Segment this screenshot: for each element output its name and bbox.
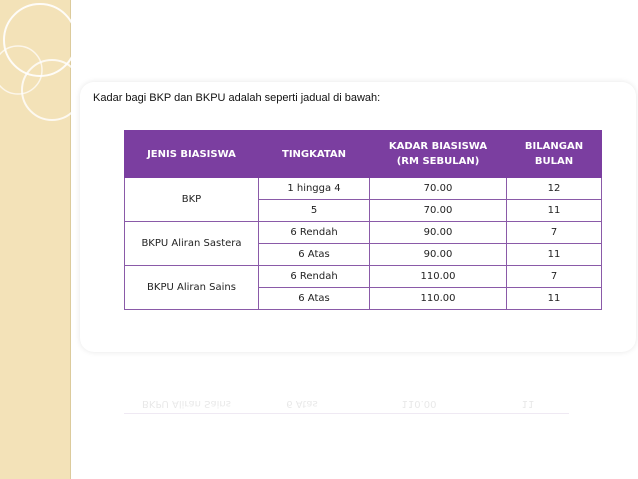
- slide-side-strip: [0, 0, 71, 479]
- kadar-cell: 110.00: [370, 266, 507, 288]
- reflection-tingkatan: 6 Atas: [286, 398, 318, 409]
- tingkatan-cell: 6 Atas: [259, 244, 370, 266]
- kadar-cell: 90.00: [370, 222, 507, 244]
- bilangan-cell: 11: [507, 288, 602, 310]
- header-kadar-biasiswa: KADAR BIASISWA (RM SEBULAN): [370, 131, 507, 178]
- kadar-cell: 110.00: [370, 288, 507, 310]
- tingkatan-cell: 1 hingga 4: [259, 178, 370, 200]
- header-bilangan-bulan: BILANGAN BULAN: [507, 131, 602, 178]
- reflection-row: [124, 392, 569, 414]
- intro-text: Kadar bagi BKP dan BKPU adalah seperti jadual di bawah:: [93, 92, 381, 104]
- jenis-cell: BKPU Aliran Sastera: [125, 222, 259, 266]
- tingkatan-cell: 6 Atas: [259, 288, 370, 310]
- jenis-cell: BKPU Aliran Sains: [125, 266, 259, 310]
- kadar-cell: 70.00: [370, 178, 507, 200]
- header-jenis-biasiswa: JENIS BIASISWA: [125, 131, 259, 178]
- table-row: [125, 222, 602, 244]
- table-row: [125, 266, 602, 288]
- reflection-bilangan: 11: [521, 398, 535, 409]
- scholarship-rate-table: [124, 130, 602, 310]
- bilangan-cell: 7: [507, 266, 602, 288]
- table-header-row: [125, 131, 602, 178]
- bilangan-cell: 11: [507, 200, 602, 222]
- reflection-kadar: 110.00: [401, 398, 437, 409]
- jenis-cell: BKP: [125, 178, 259, 222]
- bilangan-cell: 11: [507, 244, 602, 266]
- bilangan-cell: 7: [507, 222, 602, 244]
- bilangan-cell: 12: [507, 178, 602, 200]
- table-reflection: [124, 372, 569, 420]
- header-tingkatan: TINGKATAN: [259, 131, 370, 178]
- tingkatan-cell: 6 Rendah: [259, 222, 370, 244]
- table-row: [125, 178, 602, 200]
- reflection-jenis: BKPU Aliran Sains: [142, 398, 231, 409]
- kadar-cell: 90.00: [370, 244, 507, 266]
- kadar-cell: 70.00: [370, 200, 507, 222]
- tingkatan-cell: 6 Rendah: [259, 266, 370, 288]
- tingkatan-cell: 5: [259, 200, 370, 222]
